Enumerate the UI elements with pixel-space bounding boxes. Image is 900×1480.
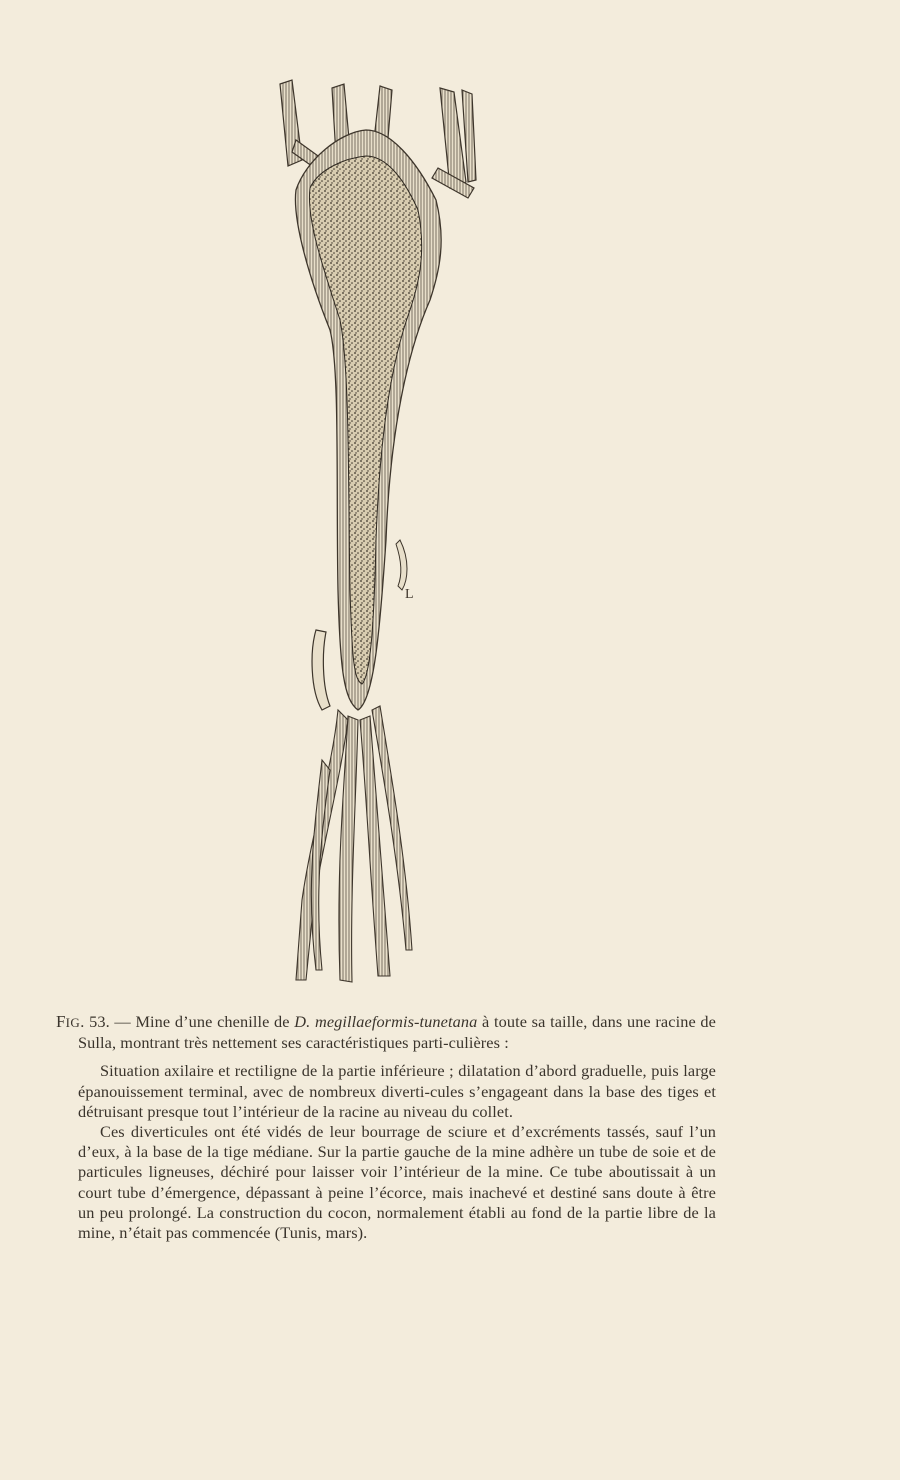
caption-lead — [56, 1012, 716, 1053]
fig-number: . 53. — — [80, 1012, 136, 1031]
species-name: D. megillaeformis-tunetana — [294, 1012, 478, 1031]
figure-illustration — [240, 70, 520, 1000]
fig-label-rest: IG — [65, 1015, 81, 1030]
fig-label-first: F — [56, 1012, 66, 1031]
mine-frass — [309, 156, 421, 684]
silk-tube — [312, 630, 330, 710]
caption-paragraph-1: Situation axilaire et rectiligne de la partie inférieure ; dilatation d’abord graduelle, puis large épanouissement terminal, avec de nombreux diverti-cules s’engageant dans la base des tiges et détruisant presque tout l’intérieur de la racine au niveau du collet. — [78, 1061, 716, 1121]
caption-paragraph-2: Ces diverticules ont été vidés de leur bourrage de sciure et d’excréments tassés, sauf l’un d’eux, à la base de la tige médiane. Sur la partie gauche de la mine adhère un tube de soie et de particules ligneuses, déchiré pour laisser voir l’intérieur de la mine. Ce tube aboutissait à un court tube d’émergence, dépassant à peine l’écorce, mais inachevé et destiné sans doute à être un peu prolongé. La construction du cocon, normalement établi au fond de la partie libre de la mine, n’était pas commencée (Tunis, mars). — [78, 1122, 716, 1243]
caption-lead-after: à toute sa taille, dans une racine de Sulla, montrant très nettement ses caractéristiques parti-culières : — [78, 1012, 716, 1053]
caption-lead-before: Mine d’une chenille de — [135, 1012, 295, 1031]
plate-letter: L — [405, 587, 414, 602]
lower-root-fibres — [296, 706, 412, 982]
root-mine-illustration-icon — [240, 70, 520, 1000]
figure-caption — [56, 1012, 716, 1243]
emergence-tube — [396, 540, 407, 590]
